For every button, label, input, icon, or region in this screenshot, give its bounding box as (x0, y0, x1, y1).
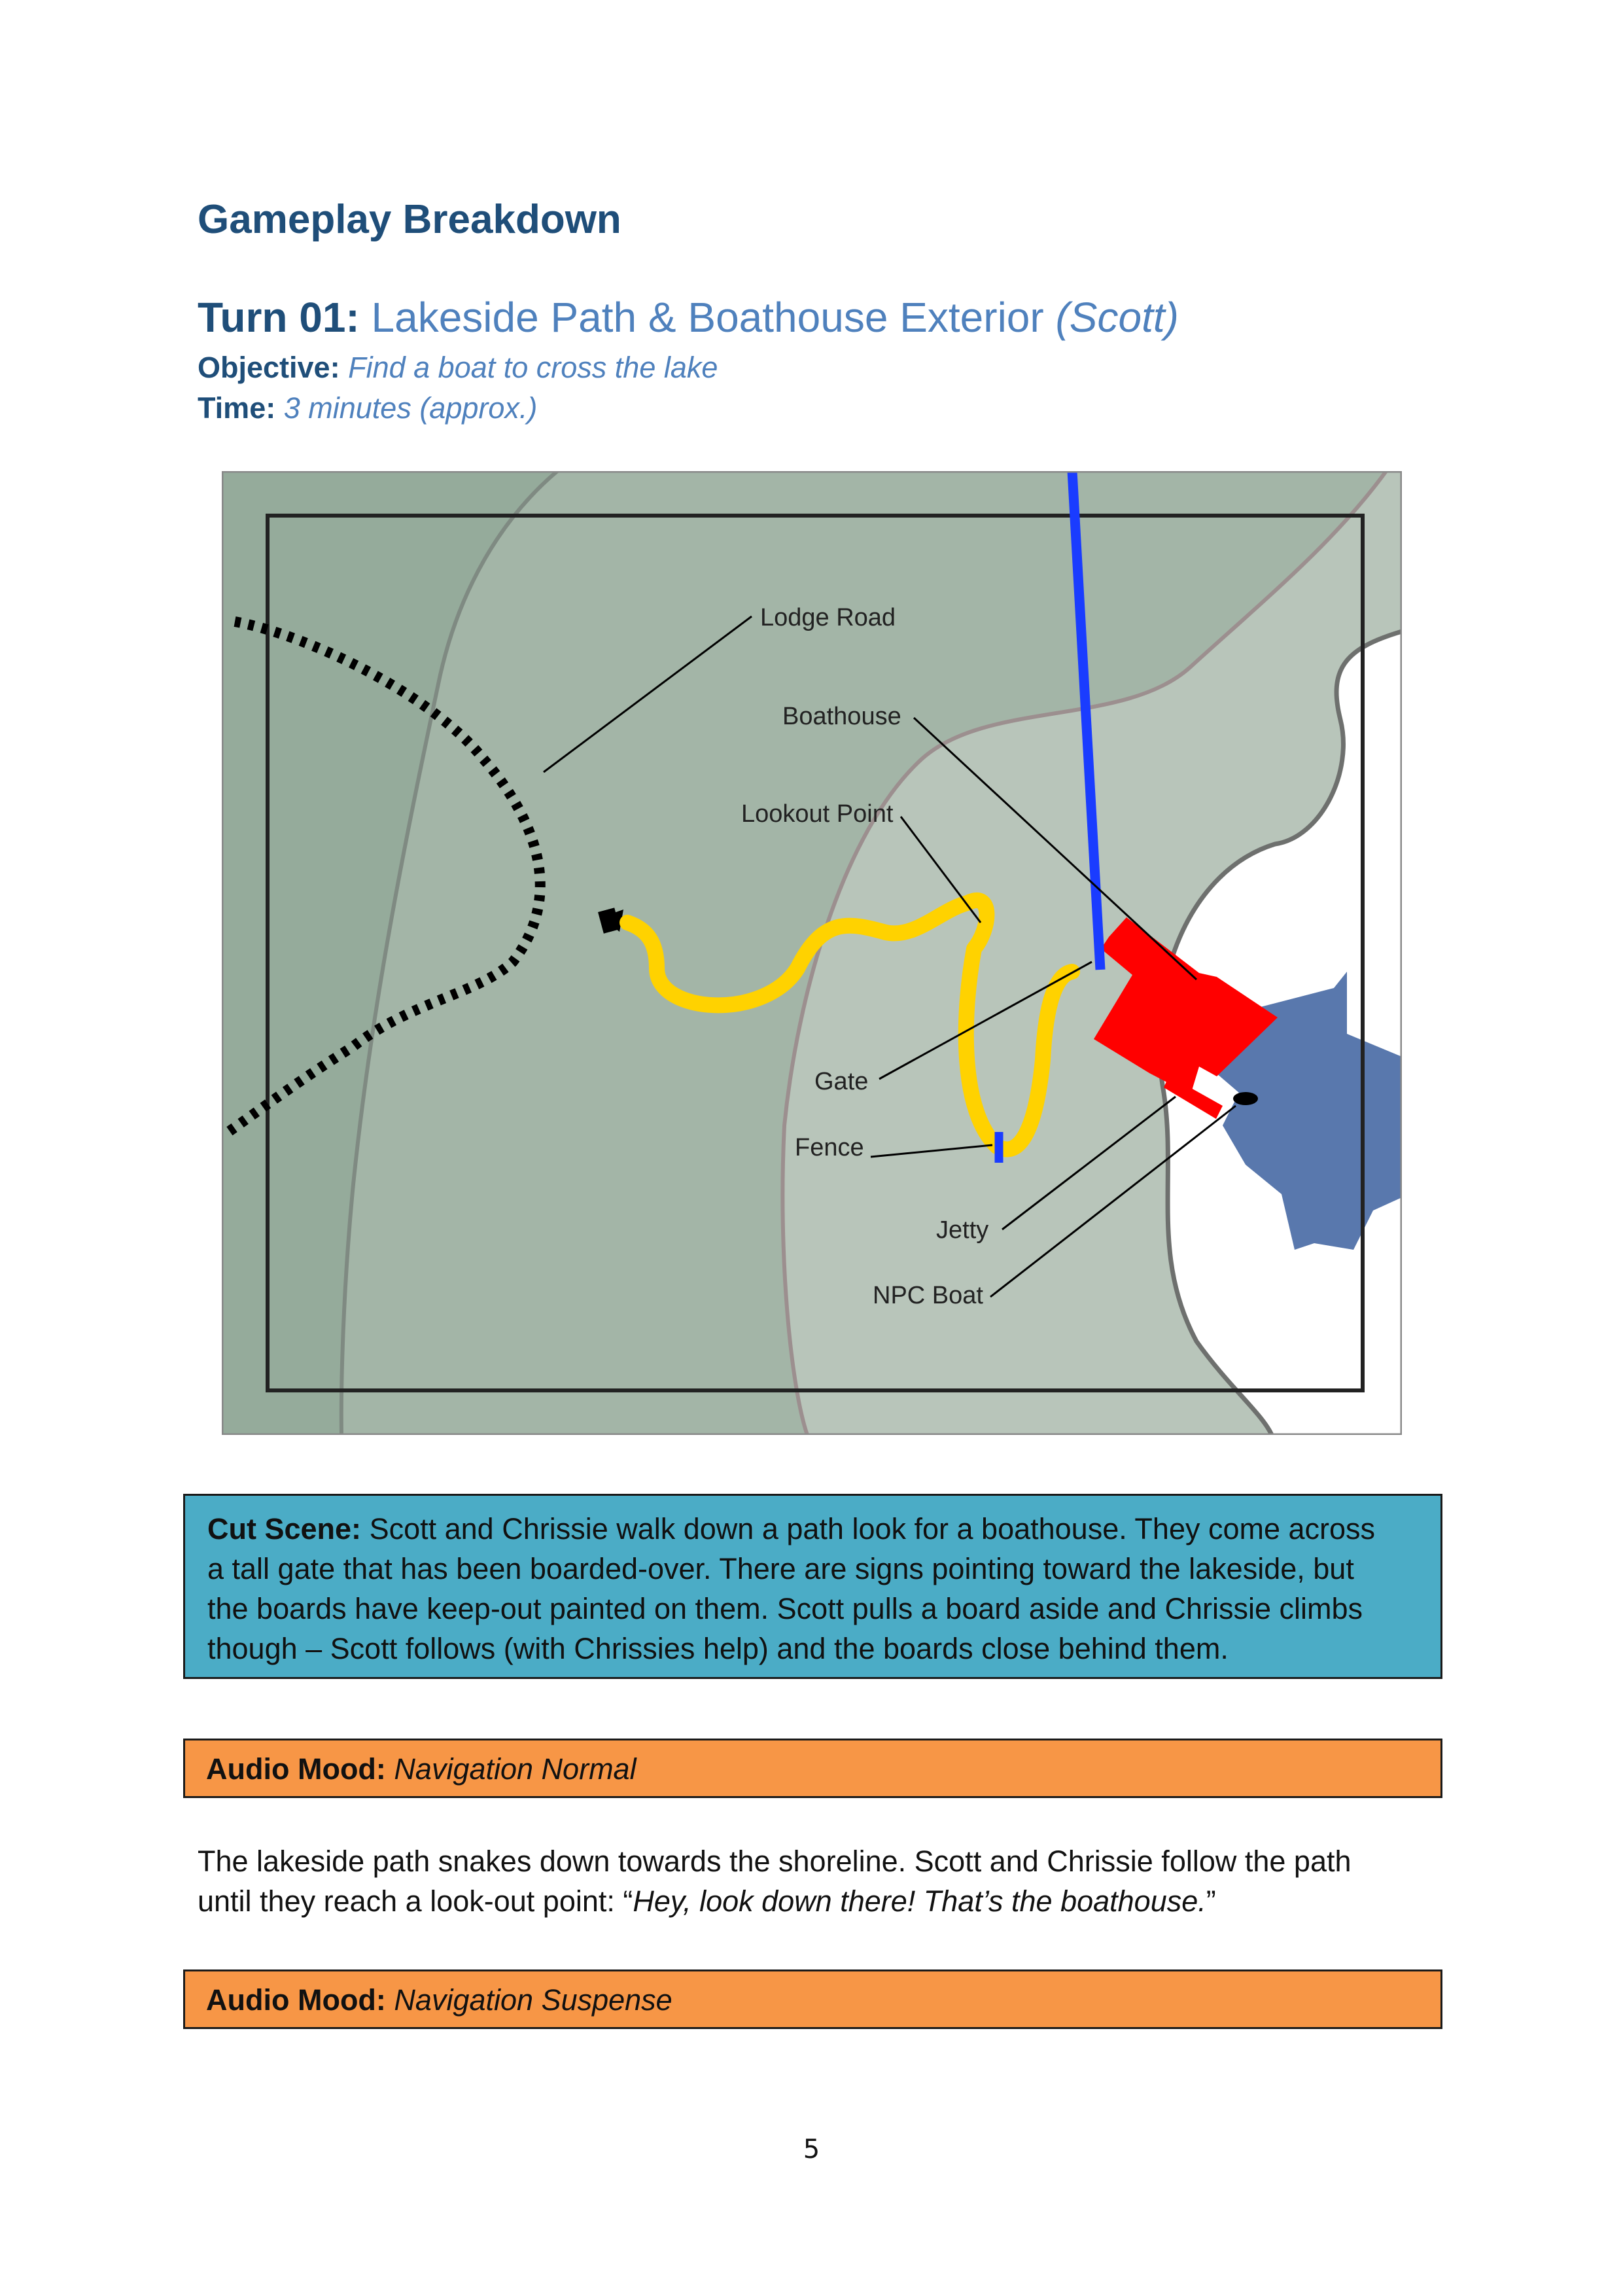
label-fence: Fence (795, 1134, 864, 1161)
paragraph-line: The lakeside path snakes down towards the shoreline. Scott and Chrissie follow the path (198, 1845, 1352, 1878)
turn-character: (Scott) (1055, 294, 1179, 341)
time-line (198, 391, 537, 425)
label-gate: Gate (814, 1068, 869, 1095)
label-lookout-point: Lookout Point (741, 800, 894, 828)
objective-line (198, 351, 718, 385)
objective-label: Objective: (198, 351, 340, 384)
label-lodge-road: Lodge Road (760, 604, 896, 631)
audio-mood-label: Audio Mood: (206, 1983, 386, 2017)
turn-location: Lakeside Path & Boathouse Exterior (371, 294, 1044, 341)
cut-scene-line: Cut Scene: Scott and Chrissie walk down a path look for a boathouse. They come across (207, 1512, 1376, 1545)
cut-scene-label: Cut Scene: (207, 1512, 362, 1545)
npc-boat-icon (1233, 1092, 1258, 1105)
dialogue-quote: Hey, look down there! That’s the boathouse. (633, 1884, 1206, 1918)
turn-title (198, 293, 1179, 342)
audio-mood-box (183, 1739, 1442, 1798)
cut-scene-line: the boards have keep-out painted on them. Scott pulls a board aside and Chrissie climbs (207, 1592, 1363, 1625)
audio-mood-label: Audio Mood: (206, 1752, 386, 1786)
turn-number: Turn 01: (198, 294, 360, 341)
audio-mood-box (183, 1969, 1442, 2029)
level-map (222, 471, 1402, 1435)
audio-mood-value: Navigation Normal (394, 1752, 637, 1786)
audio-mood-value: Navigation Suspense (394, 1983, 672, 2017)
page-number: 5 (803, 2134, 820, 2164)
cut-scene-box (183, 1494, 1442, 1679)
cut-scene-line: though – Scott follows (with Chrissies help) and the boards close behind them. (207, 1632, 1229, 1665)
body-paragraph (198, 1841, 1431, 1921)
objective-value: Find a boat to cross the lake (348, 351, 718, 384)
label-boathouse: Boathouse (782, 703, 901, 730)
time-label: Time: (198, 391, 276, 425)
cut-scene-line: a tall gate that has been boarded-over. There are signs pointing toward the lakeside, but (207, 1552, 1354, 1585)
time-value: 3 minutes (approx.) (283, 391, 538, 425)
page-heading: Gameplay Breakdown (198, 197, 621, 242)
paragraph-line: until they reach a look-out point: “Hey, look down there! That’s the boathouse.” (198, 1884, 1216, 1918)
label-npc-boat: NPC Boat (873, 1282, 983, 1309)
label-jetty: Jetty (936, 1216, 989, 1244)
